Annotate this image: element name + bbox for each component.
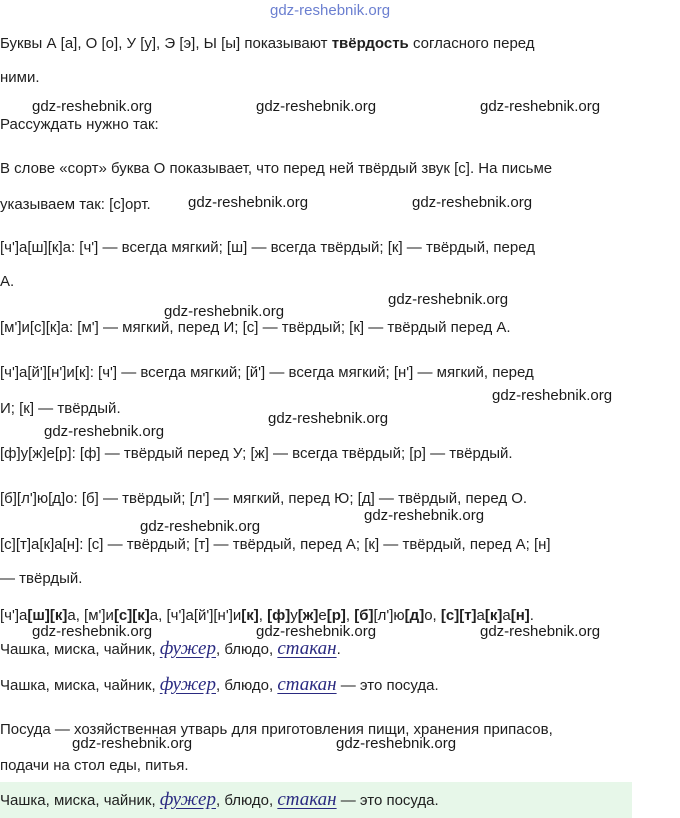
example-line-1: В слове «сорт» буква О показывает, что перед ней твёрдый звук [с]. На письме [0,160,553,177]
summary-part: а, [ч']а[й'][н']и [149,607,242,624]
summary-bold: [н] [510,607,530,624]
summary-part: о, [424,607,441,624]
sentence-text: Чашка, миска, чайник, [0,641,160,658]
summary-bold: [р] [326,607,346,624]
summary-bold: [к] [484,607,503,624]
watermark: gdz-reshebnik.org [492,387,613,404]
watermark: gdz-reshebnik.org [256,98,377,115]
summary-bold: [д] [404,607,425,624]
watermark: gdz-reshebnik.org [480,98,601,115]
word-analysis-miska: [м']и[с][к]а: [м'] — мягкий, перед И; [с] — твёрдый; [к] — твёрдый перед А. [0,319,511,336]
word-analysis-stakan-2: — твёрдый. [0,570,83,587]
intro-line-1 [0,27,678,61]
watermark: gdz-reshebnik.org [480,623,601,640]
watermark: gdz-reshebnik.org [72,735,193,752]
summary-part: а [502,607,511,624]
sentence-text: — это посуда. [336,792,439,809]
intro-text: Буквы А [а], О [о], У [у], Э [э], Ы [ы] показывают [0,35,332,52]
summary-bold: [ф] [267,607,291,624]
watermark: gdz-reshebnik.org [412,194,533,211]
handwritten-word-fuzher: фужер [159,789,216,810]
summary-part: , [345,607,355,624]
handwritten-word-fuzher: фужер [159,638,216,659]
word-analysis-bliudo: [б][л']ю[д]о: [б] — твёрдый; [л'] — мягкий, перед Ю; [д] — твёрдый, перед О. [0,490,528,507]
definition-line-2: подачи на стол еды, питья. [0,757,189,774]
watermark: gdz-reshebnik.org [268,410,389,427]
word-analysis-chashka-1: [ч']а[ш][к]а: [ч'] — всегда мягкий; [ш] — всегда твёрдый; [к] — твёрдый, перед [0,239,535,256]
sentence-text: Чашка, миска, чайник, [0,792,160,809]
handwritten-word-stakan: стакан [277,674,337,695]
summary-part: а [476,607,485,624]
watermark: gdz-reshebnik.org [164,303,285,320]
watermark: gdz-reshebnik.org [256,623,377,640]
sentence-text: , блюдо, [216,677,278,694]
summary-bold: [с][т] [440,607,477,624]
handwritten-word-stakan: стакан [277,638,337,659]
sentence-text: , блюдо, [216,792,278,809]
word-analysis-stakan-1: [с][т]а[к]а[н]: [с] — твёрдый; [т] — твёрдый, перед А; [к] — твёрдый, перед А; [н] [0,536,551,553]
word-analysis-chashka-2: А. [0,273,15,290]
word-analysis-chainik-1: [ч']а[й'][н']и[к]: [ч'] — всегда мягкий; [й'] — всегда мягкий; [н'] — мягкий, перед [0,364,534,381]
example-line-2: указываем так: [с]орт. [0,196,151,213]
watermark-top[interactable]: gdz-reshebnik.org [270,2,391,19]
watermark: gdz-reshebnik.org [44,423,165,440]
summary-part: а, [м']и [67,607,114,624]
handwritten-word-fuzher: фужер [159,674,216,695]
sentence-text: , блюдо, [216,641,278,658]
intro-line-2: ними. [0,69,40,86]
summary-bold: [к] [241,607,259,624]
sentence-text: . [336,641,341,658]
summary-bold: [б] [354,607,374,624]
watermark: gdz-reshebnik.org [188,194,309,211]
intro-bold-word: твёрдость [331,35,409,52]
sentence-text: Чашка, миска, чайник, [0,677,160,694]
summary-part: у [290,607,298,624]
watermark: gdz-reshebnik.org [32,98,153,115]
summary-part: , [258,607,268,624]
word-analysis-chainik-2: И; [к] — твёрдый. [0,400,121,417]
summary-bold: [ш][к] [27,607,68,624]
summary-bold: [с][к] [113,607,150,624]
intro-text-end: согласного перед [408,35,535,52]
sentence-answer [0,783,678,818]
summary-part: [ч']а [0,607,28,624]
watermark: gdz-reshebnik.org [32,623,153,640]
summary-part: е [318,607,327,624]
watermark: gdz-reshebnik.org [140,518,261,535]
reasoning-label: Рассуждать нужно так: [0,116,159,133]
sentence-second [0,668,678,703]
sentence-text: — это посуда. [336,677,439,694]
word-analysis-fuzher: [ф]у[ж]е[р]: [ф] — твёрдый перед У; [ж] — всегда твёрдый; [р] — твёрдый. [0,445,513,462]
summary-part: . [529,607,534,624]
watermark: gdz-reshebnik.org [364,507,485,524]
watermark: gdz-reshebnik.org [388,291,509,308]
summary-part: [л']ю [373,607,405,624]
watermark: gdz-reshebnik.org [336,735,457,752]
handwritten-word-stakan: стакан [277,789,337,810]
summary-bold: [ж] [297,607,319,624]
definition-line-1: Посуда — хозяйственная утварь для приготовления пищи, хранения припасов, [0,721,553,738]
